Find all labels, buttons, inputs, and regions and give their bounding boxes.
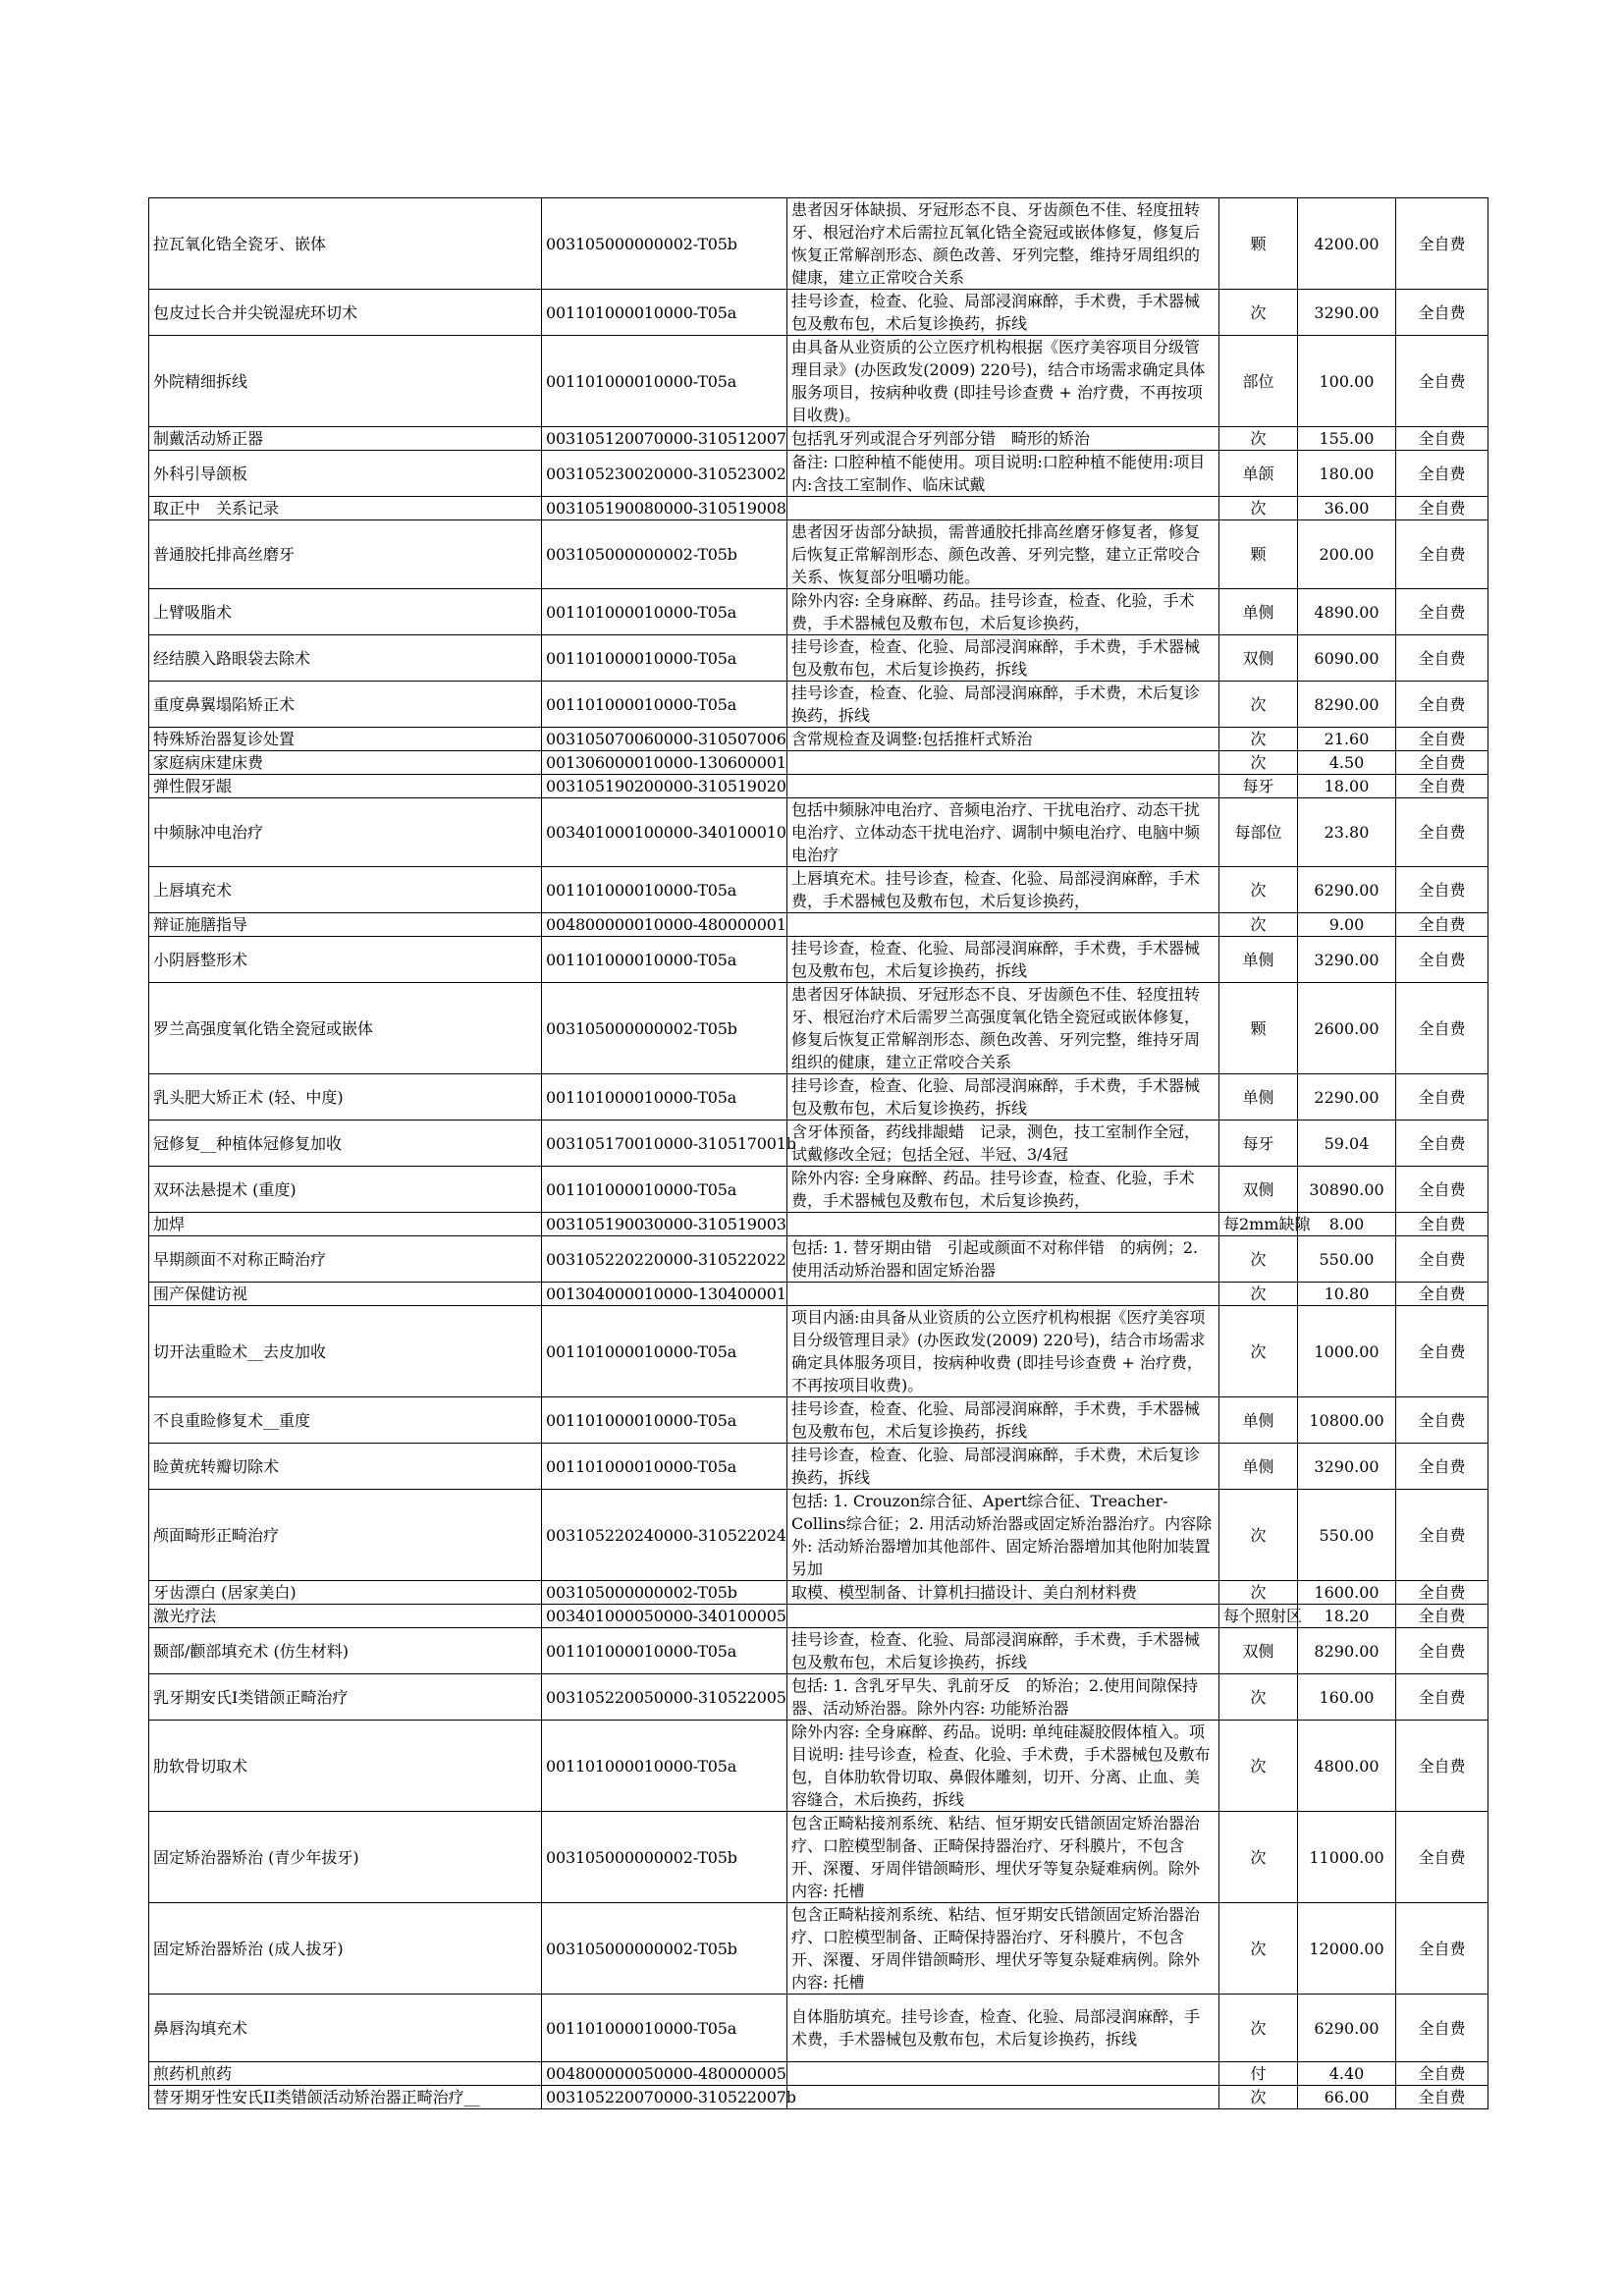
cell-desc: 挂号诊查，检查、化验、局部浸润麻醉，手术费，术后复诊换药，拆线 <box>787 1444 1219 1490</box>
cell-unit: 每个照射区 <box>1219 1605 1298 1628</box>
cell-name: 拉瓦氧化锆全瓷牙、嵌体 <box>149 198 542 290</box>
cell-pay: 全自费 <box>1396 427 1488 451</box>
cell-name: 颅面畸形正畸治疗 <box>149 1490 542 1581</box>
cell-code: 003105230020000-310523002 <box>542 451 787 497</box>
cell-price: 180.00 <box>1298 451 1396 497</box>
table-row <box>149 913 1488 937</box>
table-row <box>149 1903 1488 1995</box>
cell-code: 001101000010000-T05a <box>542 1444 787 1490</box>
cell-price: 550.00 <box>1298 1490 1396 1581</box>
cell-pay: 全自费 <box>1396 451 1488 497</box>
cell-desc: 取模、模型制备、计算机扫描设计、美白剂材料费 <box>787 1581 1219 1605</box>
table-row <box>149 1605 1488 1628</box>
cell-code: 001306000010000-130600001 <box>542 751 787 775</box>
cell-price: 4890.00 <box>1298 589 1396 635</box>
cell-name: 乳牙期安氏I类错颌正畸治疗 <box>149 1674 542 1721</box>
cell-unit: 单侧 <box>1219 1397 1298 1444</box>
cell-price: 30890.00 <box>1298 1167 1396 1213</box>
cell-desc: 项目内涵:由具备从业资质的公立医疗机构根据《医疗美容项目分级管理目录》(办医政发(2009) 220号)，结合市场需求确定具体服务项目，按病种收费 (即挂号诊查费 + 治疗费，不再按项目收费)。 <box>787 1306 1219 1397</box>
cell-code: 001101000010000-T05a <box>542 1721 787 1812</box>
cell-code: 001101000010000-T05a <box>542 1306 787 1397</box>
cell-pay: 全自费 <box>1396 1721 1488 1812</box>
table-row <box>149 1490 1488 1581</box>
cell-pay: 全自费 <box>1396 1213 1488 1236</box>
cell-desc: 患者因牙齿部分缺损，需普通胶托排高丝磨牙修复者，修复后恢复正常解剖形态、颜色改善、牙列完整，建立正常咬合关系、恢复部分咀嚼功能。 <box>787 520 1219 589</box>
cell-unit: 双侧 <box>1219 1167 1298 1213</box>
cell-price: 10.80 <box>1298 1283 1396 1306</box>
cell-name: 弹性假牙龈 <box>149 775 542 798</box>
cell-pay: 全自费 <box>1396 1121 1488 1167</box>
cell-desc: 患者因牙体缺损、牙冠形态不良、牙齿颜色不佳、轻度扭转牙、根冠治疗术后需罗兰高强度氧化锆全瓷冠或嵌体修复，修复后恢复正常解剖形态、颜色改善、牙列完整，维持牙周组织的健康，建立正常咬合关系 <box>787 983 1219 1074</box>
cell-code: 003105000000002-T05b <box>542 1581 787 1605</box>
cell-name: 重度鼻翼塌陷矫正术 <box>149 682 542 728</box>
cell-desc <box>787 1283 1219 1306</box>
cell-desc: 挂号诊查，检查、化验、局部浸润麻醉，手术费，手术器械包及敷布包，术后复诊换药，拆线 <box>787 1397 1219 1444</box>
cell-code: 003105220050000-310522005 <box>542 1674 787 1721</box>
table-row <box>149 198 1488 290</box>
cell-desc: 包含正畸粘接剂系统、粘结、恒牙期安氏错颌固定矫治器治疗、口腔模型制备、正畸保持器治疗、牙科膜片，不包含开、深覆、牙周伴错颌畸形、埋伏牙等复杂疑难病例。除外内容: 托槽 <box>787 1903 1219 1995</box>
cell-unit: 次 <box>1219 1306 1298 1397</box>
cell-unit: 次 <box>1219 1236 1298 1283</box>
cell-unit: 次 <box>1219 1283 1298 1306</box>
cell-price: 155.00 <box>1298 427 1396 451</box>
cell-unit: 每部位 <box>1219 798 1298 867</box>
cell-desc: 包括: 1. 含乳牙早失、乳前牙反 的矫治；2.使用间隙保持器、活动矫治器。除外内容: 功能矫治器 <box>787 1674 1219 1721</box>
cell-code: 004800000050000-480000005 <box>542 2062 787 2086</box>
cell-name: 激光疗法 <box>149 1605 542 1628</box>
cell-unit: 次 <box>1219 290 1298 336</box>
table-row <box>149 2086 1488 2109</box>
cell-pay: 全自费 <box>1396 775 1488 798</box>
cell-name: 家庭病床建床费 <box>149 751 542 775</box>
cell-desc: 挂号诊查，检查、化验、局部浸润麻醉，手术费，术后复诊换药，拆线 <box>787 682 1219 728</box>
cell-price: 200.00 <box>1298 520 1396 589</box>
cell-unit: 单侧 <box>1219 937 1298 983</box>
cell-pay: 全自费 <box>1396 1674 1488 1721</box>
cell-name: 上唇填充术 <box>149 867 542 913</box>
cell-pay: 全自费 <box>1396 2062 1488 2086</box>
cell-name: 固定矫治器矫治 (成人拔牙) <box>149 1903 542 1995</box>
cell-code: 003105170010000-310517001b <box>542 1121 787 1167</box>
cell-price: 160.00 <box>1298 1674 1396 1721</box>
cell-pay: 全自费 <box>1396 2086 1488 2109</box>
cell-price: 6090.00 <box>1298 635 1396 682</box>
cell-code: 001101000010000-T05a <box>542 290 787 336</box>
cell-pay: 全自费 <box>1396 336 1488 427</box>
cell-code: 003105220240000-310522024 <box>542 1490 787 1581</box>
cell-code: 001101000010000-T05a <box>542 635 787 682</box>
cell-desc: 上唇填充术。挂号诊查，检查、化验、局部浸润麻醉，手术费，手术器械包及敷布包，术后复诊换药， <box>787 867 1219 913</box>
cell-code: 001101000010000-T05a <box>542 1167 787 1213</box>
cell-unit: 颗 <box>1219 983 1298 1074</box>
cell-name: 替牙期牙性安氏II类错颌活动矫治器正畸治疗__ <box>149 2086 542 2109</box>
cell-name: 固定矫治器矫治 (青少年拔牙) <box>149 1812 542 1903</box>
cell-pay: 全自费 <box>1396 1236 1488 1283</box>
cell-pay: 全自费 <box>1396 635 1488 682</box>
table-row <box>149 520 1488 589</box>
cell-unit: 次 <box>1219 913 1298 937</box>
cell-pay: 全自费 <box>1396 867 1488 913</box>
cell-code: 004800000010000-480000001 <box>542 913 787 937</box>
cell-code: 003105220070000-310522007b <box>542 2086 787 2109</box>
cell-desc: 挂号诊查，检查、化验、局部浸润麻醉，手术费，手术器械包及敷布包，术后复诊换药，拆线 <box>787 937 1219 983</box>
cell-desc: 含牙体预备，药线排龈蜡 记录，测色，技工室制作全冠，试戴修改全冠；包括全冠、半冠、3/4冠 <box>787 1121 1219 1167</box>
cell-desc: 除外内容: 全身麻醉、药品。说明: 单纯硅凝胶假体植入。项目说明: 挂号诊查，检查、化验、手术费，手术器械包及敷布包，自体肋软骨切取、鼻假体雕刻，切开、分离、止血、美容缝合，术后换药，拆线 <box>787 1721 1219 1812</box>
cell-name: 小阴唇整形术 <box>149 937 542 983</box>
cell-price: 11000.00 <box>1298 1812 1396 1903</box>
cell-price: 66.00 <box>1298 2086 1396 2109</box>
cell-desc: 除外内容: 全身麻醉、药品。挂号诊查，检查、化验，手术费，手术器械包及敷布包，术后复诊换药， <box>787 589 1219 635</box>
table-row <box>149 1121 1488 1167</box>
table-row <box>149 1074 1488 1121</box>
table-row <box>149 1306 1488 1397</box>
cell-pay: 全自费 <box>1396 1397 1488 1444</box>
cell-name: 经结膜入路眼袋去除术 <box>149 635 542 682</box>
cell-unit: 双侧 <box>1219 1628 1298 1674</box>
cell-name: 乳头肥大矫正术 (轻、中度) <box>149 1074 542 1121</box>
table-row <box>149 1581 1488 1605</box>
table-row <box>149 1444 1488 1490</box>
table-row <box>149 1213 1488 1236</box>
table-row <box>149 1812 1488 1903</box>
cell-desc <box>787 1605 1219 1628</box>
cell-desc: 自体脂肪填充。挂号诊查，检查、化验、局部浸润麻醉，手术费，手术器械包及敷布包，术后复诊换药，拆线 <box>787 1995 1219 2062</box>
cell-desc <box>787 2086 1219 2109</box>
table-row <box>149 497 1488 520</box>
table-row <box>149 1167 1488 1213</box>
cell-code: 003401000100000-340100010 <box>542 798 787 867</box>
cell-desc: 备注: 口腔种植不能使用。项目说明:口腔种植不能使用:项目内:含技工室制作、临床试戴 <box>787 451 1219 497</box>
cell-price: 550.00 <box>1298 1236 1396 1283</box>
cell-name: 煎药机煎药 <box>149 2062 542 2086</box>
cell-name: 制戴活动矫正器 <box>149 427 542 451</box>
cell-desc <box>787 751 1219 775</box>
cell-price: 8290.00 <box>1298 682 1396 728</box>
cell-name: 加焊 <box>149 1213 542 1236</box>
cell-code: 003401000050000-340100005 <box>542 1605 787 1628</box>
cell-desc <box>787 913 1219 937</box>
cell-price: 21.60 <box>1298 728 1396 751</box>
cell-name: 冠修复__种植体冠修复加收 <box>149 1121 542 1167</box>
cell-name: 围产保健访视 <box>149 1283 542 1306</box>
cell-desc: 包括: 1. 替牙期由错 引起或颜面不对称伴错 的病例；2. 使用活动矫治器和固定矫治器 <box>787 1236 1219 1283</box>
cell-name: 不良重睑修复术__重度 <box>149 1397 542 1444</box>
cell-desc <box>787 2062 1219 2086</box>
table-row <box>149 1674 1488 1721</box>
cell-price: 18.20 <box>1298 1605 1396 1628</box>
cell-price: 12000.00 <box>1298 1903 1396 1995</box>
cell-unit: 次 <box>1219 728 1298 751</box>
cell-desc: 挂号诊查，检查、化验、局部浸润麻醉，手术费，手术器械包及敷布包，术后复诊换药，拆线 <box>787 290 1219 336</box>
cell-code: 001101000010000-T05a <box>542 682 787 728</box>
cell-desc <box>787 775 1219 798</box>
cell-pay: 全自费 <box>1396 1283 1488 1306</box>
cell-code: 001101000010000-T05a <box>542 1074 787 1121</box>
cell-pay: 全自费 <box>1396 1995 1488 2062</box>
table-row <box>149 336 1488 427</box>
cell-desc: 挂号诊查，检查、化验、局部浸润麻醉，手术费，手术器械包及敷布包，术后复诊换药，拆线 <box>787 1628 1219 1674</box>
table-row <box>149 1397 1488 1444</box>
cell-name: 双环法悬提术 (重度) <box>149 1167 542 1213</box>
cell-code: 003105220220000-310522022 <box>542 1236 787 1283</box>
table-row <box>149 798 1488 867</box>
cell-pay: 全自费 <box>1396 520 1488 589</box>
cell-pay: 全自费 <box>1396 1581 1488 1605</box>
cell-price: 1000.00 <box>1298 1306 1396 1397</box>
cell-code: 001101000010000-T05a <box>542 1628 787 1674</box>
cell-name: 中频脉冲电治疗 <box>149 798 542 867</box>
table-row <box>149 775 1488 798</box>
table-row <box>149 589 1488 635</box>
cell-price: 1600.00 <box>1298 1581 1396 1605</box>
cell-unit: 每2mm缺隙 <box>1219 1213 1298 1236</box>
cell-code: 001101000010000-T05a <box>542 1995 787 2062</box>
cell-price: 4.40 <box>1298 2062 1396 2086</box>
cell-pay: 全自费 <box>1396 1628 1488 1674</box>
cell-price: 3290.00 <box>1298 290 1396 336</box>
cell-pay: 全自费 <box>1396 913 1488 937</box>
cell-price: 8290.00 <box>1298 1628 1396 1674</box>
cell-name: 外院精细拆线 <box>149 336 542 427</box>
cell-pay: 全自费 <box>1396 589 1488 635</box>
cell-unit: 单侧 <box>1219 1444 1298 1490</box>
cell-pay: 全自费 <box>1396 1306 1488 1397</box>
cell-price: 8.00 <box>1298 1213 1396 1236</box>
table-row <box>149 682 1488 728</box>
cell-pay: 全自费 <box>1396 290 1488 336</box>
cell-pay: 全自费 <box>1396 1167 1488 1213</box>
cell-price: 9.00 <box>1298 913 1396 937</box>
cell-name: 肋软骨切取术 <box>149 1721 542 1812</box>
cell-code: 001101000010000-T05a <box>542 937 787 983</box>
cell-unit: 次 <box>1219 1812 1298 1903</box>
cell-name: 鼻唇沟填充术 <box>149 1995 542 2062</box>
cell-price: 4.50 <box>1298 751 1396 775</box>
table-row <box>149 290 1488 336</box>
cell-pay: 全自费 <box>1396 751 1488 775</box>
cell-code: 003105000000002-T05b <box>542 1812 787 1903</box>
cell-code: 001101000010000-T05a <box>542 1397 787 1444</box>
cell-code: 003105000000002-T05b <box>542 520 787 589</box>
table-row <box>149 751 1488 775</box>
cell-unit: 次 <box>1219 682 1298 728</box>
cell-code: 001101000010000-T05a <box>542 589 787 635</box>
cell-code: 003105070060000-310507006 <box>542 728 787 751</box>
cell-code: 003105120070000-310512007 <box>542 427 787 451</box>
cell-pay: 全自费 <box>1396 682 1488 728</box>
cell-desc: 包括乳牙列或混合牙列部分错 畸形的矫治 <box>787 427 1219 451</box>
cell-price: 2600.00 <box>1298 983 1396 1074</box>
table-row <box>149 427 1488 451</box>
cell-pay: 全自费 <box>1396 497 1488 520</box>
table-row <box>149 867 1488 913</box>
cell-code: 001101000010000-T05a <box>542 336 787 427</box>
cell-desc <box>787 1213 1219 1236</box>
cell-unit: 部位 <box>1219 336 1298 427</box>
cell-unit: 次 <box>1219 497 1298 520</box>
cell-name: 牙齿漂白 (居家美白) <box>149 1581 542 1605</box>
cell-unit: 次 <box>1219 1903 1298 1995</box>
cell-code: 001304000010000-130400001 <box>542 1283 787 1306</box>
cell-name: 取正中 关系记录 <box>149 497 542 520</box>
cell-pay: 全自费 <box>1396 937 1488 983</box>
cell-price: 23.80 <box>1298 798 1396 867</box>
cell-desc: 由具备从业资质的公立医疗机构根据《医疗美容项目分级管理目录》(办医政发(2009) 220号)，结合市场需求确定具体服务项目，按病种收费 (即挂号诊查费 + 治疗费，不再按项目收费)。 <box>787 336 1219 427</box>
cell-desc: 含常规检查及调整:包括推杆式矫治 <box>787 728 1219 751</box>
cell-name: 罗兰高强度氧化锆全瓷冠或嵌体 <box>149 983 542 1074</box>
cell-price: 3290.00 <box>1298 1444 1396 1490</box>
cell-unit: 每牙 <box>1219 1121 1298 1167</box>
cell-price: 3290.00 <box>1298 937 1396 983</box>
table-row <box>149 1283 1488 1306</box>
cell-unit: 每牙 <box>1219 775 1298 798</box>
cell-unit: 次 <box>1219 1674 1298 1721</box>
cell-price: 4800.00 <box>1298 1721 1396 1812</box>
cell-unit: 单侧 <box>1219 589 1298 635</box>
cell-desc: 挂号诊查，检查、化验、局部浸润麻醉，手术费，手术器械包及敷布包，术后复诊换药，拆线 <box>787 1074 1219 1121</box>
table-row <box>149 1236 1488 1283</box>
cell-name: 切开法重睑术__去皮加收 <box>149 1306 542 1397</box>
cell-price: 6290.00 <box>1298 867 1396 913</box>
cell-unit: 次 <box>1219 1490 1298 1581</box>
cell-price: 36.00 <box>1298 497 1396 520</box>
cell-pay: 全自费 <box>1396 728 1488 751</box>
cell-name: 辩证施膳指导 <box>149 913 542 937</box>
cell-name: 睑黄疣转瓣切除术 <box>149 1444 542 1490</box>
cell-price: 100.00 <box>1298 336 1396 427</box>
cell-name: 包皮过长合并尖锐湿疣环切术 <box>149 290 542 336</box>
cell-unit: 单侧 <box>1219 1074 1298 1121</box>
cell-name: 普通胶托排高丝磨牙 <box>149 520 542 589</box>
cell-code: 003105190200000-310519020 <box>542 775 787 798</box>
cell-price: 18.00 <box>1298 775 1396 798</box>
cell-unit: 单颌 <box>1219 451 1298 497</box>
cell-desc <box>787 497 1219 520</box>
table-row <box>149 983 1488 1074</box>
table-row <box>149 1628 1488 1674</box>
fee-table <box>148 197 1488 2109</box>
cell-price: 59.04 <box>1298 1121 1396 1167</box>
cell-name: 早期颜面不对称正畸治疗 <box>149 1236 542 1283</box>
cell-code: 003105190030000-310519003 <box>542 1213 787 1236</box>
cell-desc: 包含正畸粘接剂系统、粘结、恒牙期安氏错颌固定矫治器治疗、口腔模型制备、正畸保持器治疗、牙科膜片，不包含开、深覆、牙周伴错颌畸形、埋伏牙等复杂疑难病例。除外内容: 托槽 <box>787 1812 1219 1903</box>
cell-pay: 全自费 <box>1396 198 1488 290</box>
table-row <box>149 728 1488 751</box>
cell-price: 10800.00 <box>1298 1397 1396 1444</box>
cell-name: 颞部/颧部填充术 (仿生材料) <box>149 1628 542 1674</box>
cell-name: 外科引导颌板 <box>149 451 542 497</box>
table-row <box>149 2062 1488 2086</box>
cell-unit: 双侧 <box>1219 635 1298 682</box>
cell-code: 003105000000002-T05b <box>542 983 787 1074</box>
cell-unit: 次 <box>1219 867 1298 913</box>
cell-unit: 付 <box>1219 2062 1298 2086</box>
fee-table-body <box>149 198 1488 2109</box>
cell-unit: 次 <box>1219 427 1298 451</box>
cell-unit: 颗 <box>1219 520 1298 589</box>
cell-unit: 次 <box>1219 2086 1298 2109</box>
cell-desc: 包括中频脉冲电治疗、音频电治疗、干扰电治疗、动态干扰电治疗、立体动态干扰电治疗、调制中频电治疗、电脑中频电治疗 <box>787 798 1219 867</box>
cell-code: 003105190080000-310519008 <box>542 497 787 520</box>
cell-pay: 全自费 <box>1396 1490 1488 1581</box>
table-row <box>149 1721 1488 1812</box>
cell-unit: 颗 <box>1219 198 1298 290</box>
cell-desc: 患者因牙体缺损、牙冠形态不良、牙齿颜色不佳、轻度扭转牙、根冠治疗术后需拉瓦氧化锆全瓷冠或嵌体修复，修复后恢复正常解剖形态、颜色改善、牙列完整，维持牙周组织的健康，建立正常咬合关系 <box>787 198 1219 290</box>
cell-pay: 全自费 <box>1396 1605 1488 1628</box>
table-row <box>149 937 1488 983</box>
cell-name: 特殊矫治器复诊处置 <box>149 728 542 751</box>
cell-unit: 次 <box>1219 1581 1298 1605</box>
cell-pay: 全自费 <box>1396 983 1488 1074</box>
cell-desc: 除外内容: 全身麻醉、药品。挂号诊查，检查、化验，手术费，手术器械包及敷布包，术后复诊换药， <box>787 1167 1219 1213</box>
cell-unit: 次 <box>1219 751 1298 775</box>
cell-code: 001101000010000-T05a <box>542 867 787 913</box>
cell-desc: 挂号诊查，检查、化验、局部浸润麻醉，手术费，手术器械包及敷布包，术后复诊换药，拆线 <box>787 635 1219 682</box>
cell-pay: 全自费 <box>1396 1903 1488 1995</box>
cell-price: 2290.00 <box>1298 1074 1396 1121</box>
table-row <box>149 635 1488 682</box>
cell-name: 上臂吸脂术 <box>149 589 542 635</box>
table-row <box>149 1995 1488 2062</box>
cell-pay: 全自费 <box>1396 798 1488 867</box>
cell-pay: 全自费 <box>1396 1444 1488 1490</box>
cell-pay: 全自费 <box>1396 1074 1488 1121</box>
cell-pay: 全自费 <box>1396 1812 1488 1903</box>
cell-desc: 包括: 1. Crouzon综合征、Apert综合征、Treacher-Collins综合征；2. 用活动矫治器或固定矫治器治疗。内容除外: 活动矫治器增加其他部件、固定矫治器增加其他附加装置另加 <box>787 1490 1219 1581</box>
cell-price: 6290.00 <box>1298 1995 1396 2062</box>
cell-code: 003105000000002-T05b <box>542 1903 787 1995</box>
table-row <box>149 451 1488 497</box>
cell-unit: 次 <box>1219 1995 1298 2062</box>
cell-price: 4200.00 <box>1298 198 1396 290</box>
cell-code: 003105000000002-T05b <box>542 198 787 290</box>
cell-unit: 次 <box>1219 1721 1298 1812</box>
